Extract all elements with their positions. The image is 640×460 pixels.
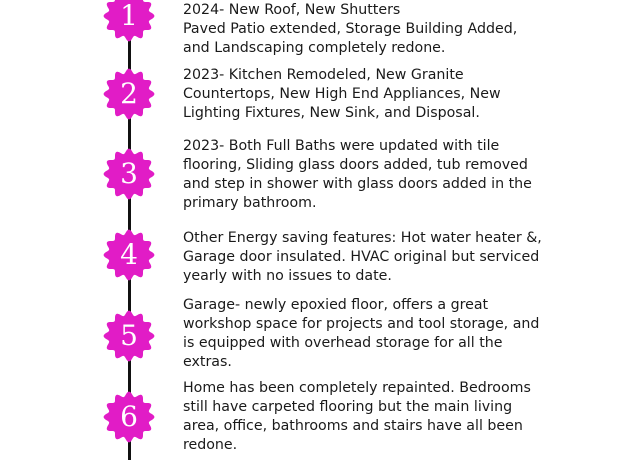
- milestone-badge-5: [103, 310, 155, 362]
- milestone-text-6: [183, 379, 623, 455]
- milestone-number: 3: [120, 157, 138, 190]
- milestone-badge-4: [103, 229, 155, 281]
- milestone-line: Countertops, New High End Appliances, New: [183, 86, 501, 102]
- milestone-line: Garage door insulated. HVAC original but serviced: [183, 249, 540, 265]
- milestone-line: Garage- newly epoxied floor, offers a great: [183, 297, 489, 313]
- milestone-line: Home has been completely repainted. Bedrooms: [183, 380, 531, 396]
- milestone-line: workshop space for projects and tool storage, and: [183, 316, 540, 332]
- milestone-text-4: [183, 229, 623, 286]
- milestone-line: Other Energy saving features: Hot water heater &,: [183, 230, 542, 246]
- milestone-line: and Landscaping completely redone.: [183, 40, 446, 56]
- milestone-number: 5: [120, 319, 138, 352]
- milestone-line: primary bathroom.: [183, 195, 317, 211]
- milestone-text-5: [183, 296, 623, 372]
- milestone-badge-6: [103, 391, 155, 443]
- milestone-number: 1: [120, 0, 138, 32]
- milestone-line: Paved Patio extended, Storage Building Added,: [183, 21, 518, 37]
- milestone-line: 2023- Kitchen Remodeled, New Granite: [183, 67, 464, 83]
- milestone-line: flooring, Sliding glass doors added, tub removed: [183, 157, 528, 173]
- milestone-line: yearly with no issues to date.: [183, 268, 392, 284]
- milestone-line: extras.: [183, 354, 232, 370]
- milestone-text-1: [183, 1, 623, 58]
- milestone-line: still have carpeted flooring but the main living: [183, 399, 513, 415]
- milestone-text-2: [183, 66, 623, 123]
- milestone-number: 4: [120, 238, 138, 271]
- milestone-line: is equipped with overhead storage for all the: [183, 335, 503, 351]
- milestone-line: Lighting Fixtures, New Sink, and Disposal.: [183, 105, 480, 121]
- milestone-number: 6: [120, 400, 138, 433]
- milestone-badge-2: [103, 68, 155, 120]
- milestone-number: 2: [120, 77, 138, 110]
- milestone-text-3: [183, 137, 623, 213]
- milestone-line: redone.: [183, 437, 238, 453]
- milestone-badge-3: [103, 148, 155, 200]
- milestone-badge-1: [103, 0, 155, 42]
- milestone-line: 2023- Both Full Baths were updated with tile: [183, 138, 500, 154]
- milestone-line: and step in shower with glass doors added in the: [183, 176, 532, 192]
- milestone-line: 2024- New Roof, New Shutters: [183, 2, 401, 18]
- milestone-line: area, office, bathrooms and stairs have all been: [183, 418, 523, 434]
